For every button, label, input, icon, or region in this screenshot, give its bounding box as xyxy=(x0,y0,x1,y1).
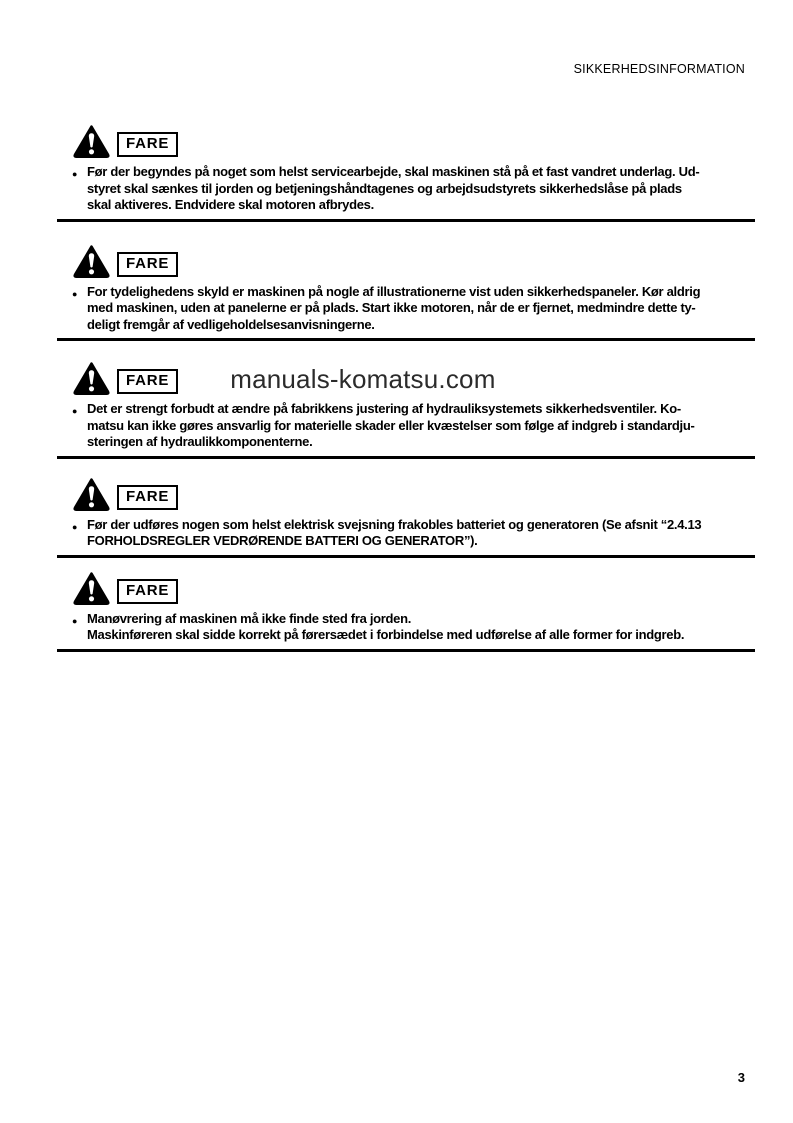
warning-header-row xyxy=(73,572,755,605)
warning-paragraph xyxy=(57,401,755,451)
warning-text-line: Før der udføres nogen som helst elektrisk svejsning frakobles batteriet og generatoren (Se afsnit “2.4.13 xyxy=(87,516,702,532)
warning-text xyxy=(87,517,755,550)
danger-label: FARE xyxy=(117,132,178,157)
warning-triangle-icon xyxy=(73,125,110,158)
warning-header-row xyxy=(73,125,755,158)
warning-triangle-icon xyxy=(73,362,110,395)
warning-text xyxy=(87,284,755,334)
warning-paragraph xyxy=(57,517,755,550)
warning-triangle-icon xyxy=(73,245,110,278)
danger-label: FARE xyxy=(117,369,178,394)
warning-block xyxy=(57,478,755,558)
separator-rule xyxy=(57,219,755,222)
warning-text-line: steringen af hydraulikkomponenterne. xyxy=(87,434,313,449)
separator-rule xyxy=(57,338,755,341)
warning-block xyxy=(57,245,755,342)
separator-rule xyxy=(57,456,755,459)
danger-label: FARE xyxy=(117,485,178,510)
warning-header-row xyxy=(73,362,755,395)
warning-header-row xyxy=(73,245,755,278)
warning-text-line: Det er strengt forbudt at ændre på fabrikkens justering af hydrauliksystemets sikkerhedsventiler. Ko- xyxy=(87,401,681,416)
warning-text-line: For tydelighedens skyld er maskinen på nogle af illustrationerne vist uden sikkerhedspaneler. Kør aldrig xyxy=(87,283,701,299)
warning-block xyxy=(57,125,755,222)
bullet-marker: ● xyxy=(72,406,78,416)
separator-rule xyxy=(57,555,755,558)
warning-text xyxy=(87,164,755,214)
warning-block xyxy=(57,362,755,459)
watermark-text: manuals-komatsu.com xyxy=(230,364,496,394)
warning-text-line: Maskinføreren skal sidde korrekt på førersædet i forbindelse med udførelse af alle former for indgreb. xyxy=(87,627,685,642)
danger-label: FARE xyxy=(117,252,178,277)
bullet-marker: ● xyxy=(72,288,78,299)
warnings-list xyxy=(57,125,755,652)
warning-paragraph xyxy=(57,284,755,334)
warning-text-line: deligt fremgår af vedligeholdelsesanvisningerne. xyxy=(87,316,375,332)
warning-text-line: styret skal sænkes til jorden og betjeningshåndtagenes og arbejdsudstyrets sikkerhedslåse på plads xyxy=(87,180,682,196)
warning-text-line: matsu kan ikke gøres ansvarlig for materielle skader eller kvæstelser som følge af indgreb i standardju- xyxy=(87,417,695,433)
bullet-marker: ● xyxy=(72,169,78,179)
page-header: SIKKERHEDSINFORMATION xyxy=(573,62,745,76)
bullet-marker: ● xyxy=(72,615,78,626)
warning-triangle-icon xyxy=(73,478,110,511)
warning-text-line: Manøvrering af maskinen må ikke finde sted fra jorden. xyxy=(87,610,412,626)
warning-text xyxy=(87,401,755,451)
danger-label: FARE xyxy=(117,579,178,604)
page-number: 3 xyxy=(737,1070,745,1085)
warning-paragraph xyxy=(57,611,755,644)
warning-block xyxy=(57,572,755,652)
warning-text-line: Før der begyndes på noget som helst servicearbejde, skal maskinen stå på et fast vandret underlag. Ud- xyxy=(87,164,700,179)
warning-text-line: skal aktiveres. Endvidere skal motoren afbrydes. xyxy=(87,197,374,212)
warning-paragraph xyxy=(57,164,755,214)
bullet-marker: ● xyxy=(72,521,78,532)
warning-triangle-icon xyxy=(73,572,110,605)
warning-text xyxy=(87,611,755,644)
warning-header-row xyxy=(73,478,755,511)
warning-text-line: FORHOLDSREGLER VEDRØRENDE BATTERI OG GENERATOR”). xyxy=(87,533,478,548)
separator-rule xyxy=(57,649,755,652)
warning-text-line: med maskinen, uden at panelerne er på plads. Start ikke motoren, når de er fjernet, medmindre dette ty- xyxy=(87,300,696,315)
